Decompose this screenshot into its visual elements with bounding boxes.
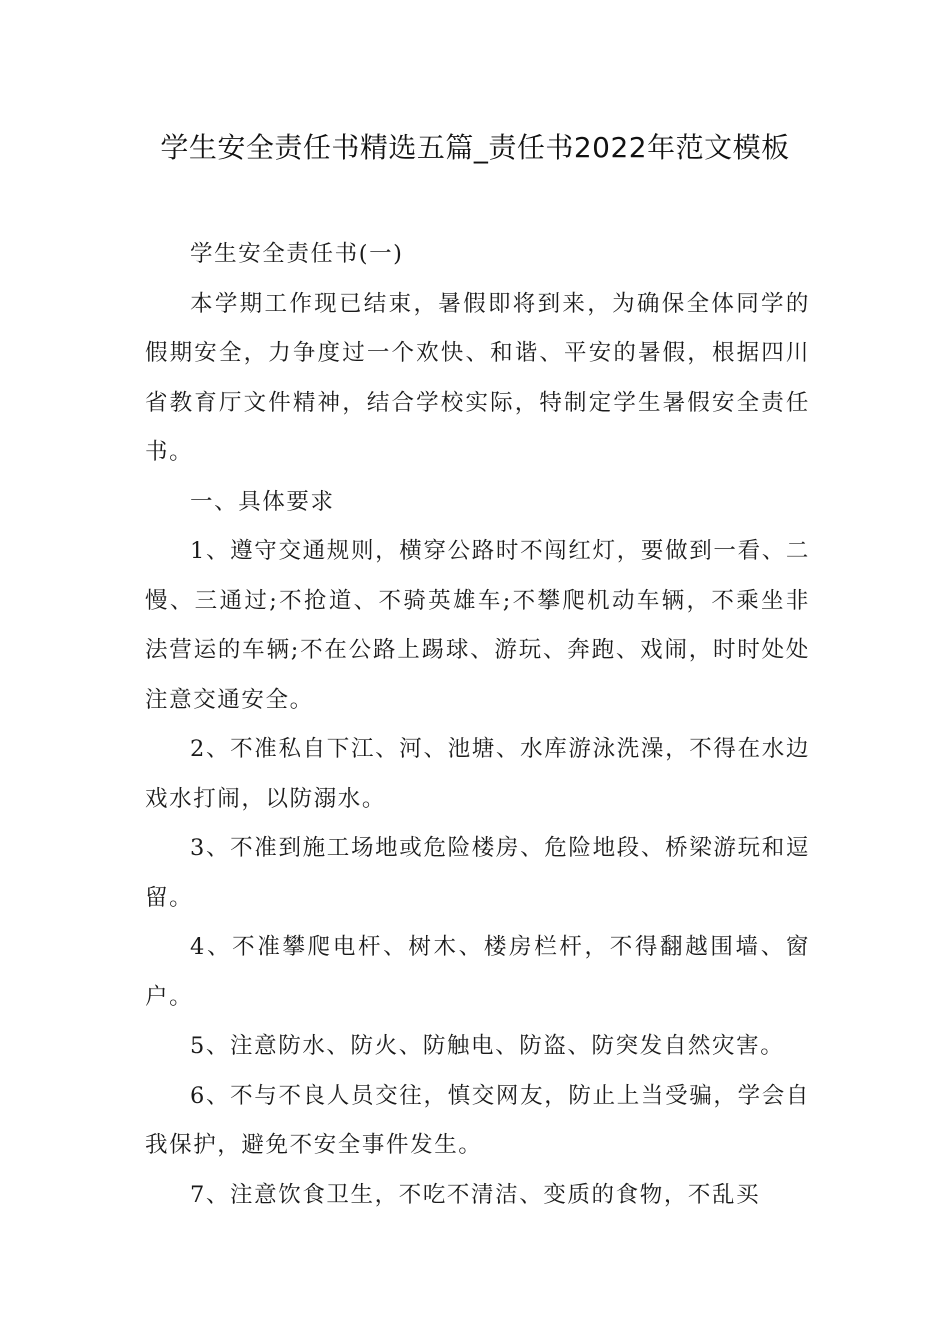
requirement-item-7: 7、注意饮食卫生，不吃不清洁、变质的食物，不乱买 bbox=[190, 1181, 761, 1208]
document-body bbox=[145, 230, 810, 1220]
section-heading: 学生安全责任书(一) bbox=[190, 241, 404, 267]
intro-paragraph: 本学期工作现已结束，暑假即将到来，为确保全体同学的假期安全，力争度过一个欢快、和谐、平安的暑假，根据四川省教育厅文件精神，结合学校实际，特制定学生暑假安全责任书。 bbox=[145, 290, 810, 465]
requirement-item-1: 1、遵守交通规则，横穿公路时不闯红灯，要做到一看、二慢、三通过;不抢道、不骑英雄车;不攀爬机动车辆，不乘坐非法营运的车辆;不在公路上踢球、游玩、奔跑、戏闹，时时处处注意交通安全。 bbox=[145, 538, 810, 713]
requirement-item-5: 5、注意防水、防火、防触电、防盗、防突发自然灾害。 bbox=[190, 1033, 785, 1059]
requirement-item-4: 4、不准攀爬电杆、树木、楼房栏杆，不得翻越围墙、窗户。 bbox=[145, 934, 810, 1010]
document-title: 学生安全责任书精选五篇_责任书2022年范文模板 bbox=[160, 131, 790, 164]
requirements-heading: 一、具体要求 bbox=[190, 488, 335, 515]
requirement-item-6: 6、不与不良人员交往，慎交网友，防止上当受骗，学会自我保护，避免不安全事件发生。 bbox=[145, 1082, 810, 1158]
requirement-item-3: 3、不准到施工场地或危险楼房、危险地段、桥梁游玩和逗留。 bbox=[145, 835, 810, 911]
requirement-item-2: 2、不准私自下江、河、池塘、水库游泳洗澡，不得在水边戏水打闹，以防溺水。 bbox=[145, 736, 810, 812]
